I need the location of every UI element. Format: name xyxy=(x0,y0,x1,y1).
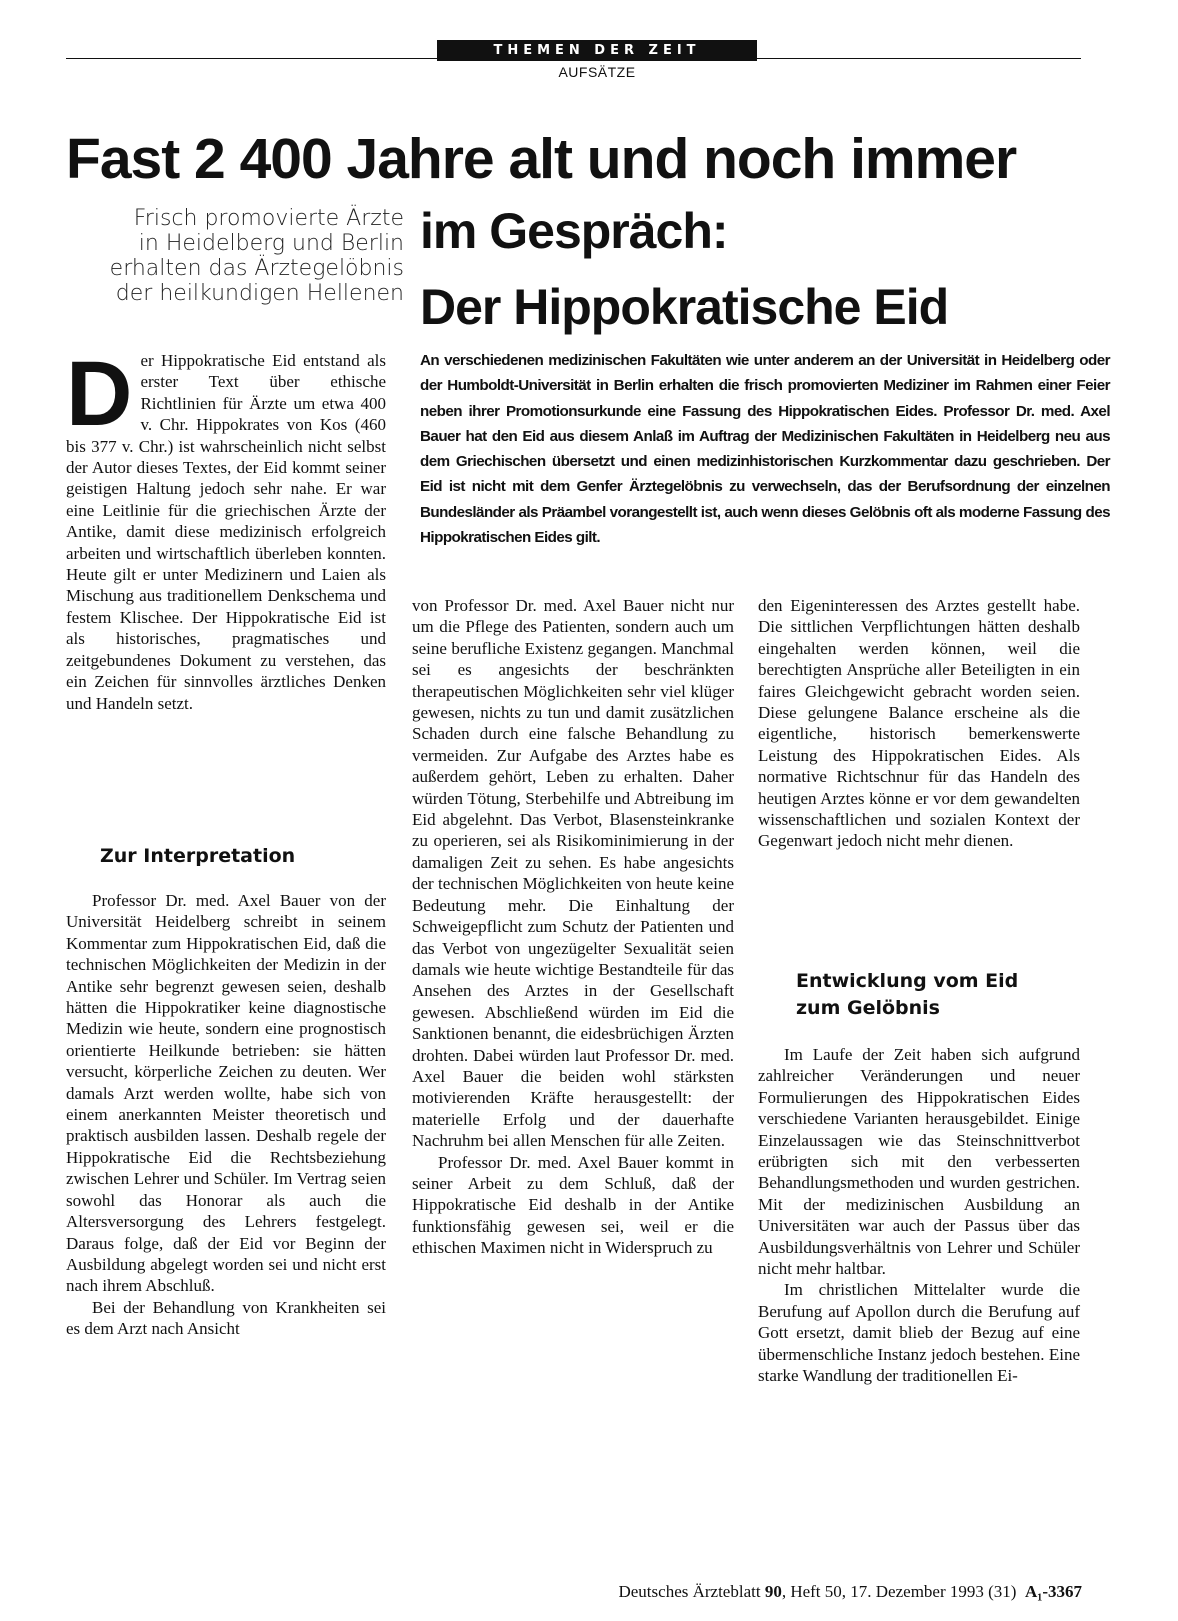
headline-line-3: Der Hippokratische Eid xyxy=(420,279,949,335)
drop-cap: D xyxy=(66,343,133,445)
headline-line-2: im Gespräch: xyxy=(420,203,728,259)
section-band: THEMEN DER ZEIT xyxy=(437,40,757,61)
column-2-text xyxy=(412,595,734,1259)
subheadline xyxy=(64,206,404,306)
column-2-paragraph-1: von Professor Dr. med. Axel Bauer nicht nur um die Pflege des Patienten, sondern auch um seine berufliche Existenz gegangen. Manchmal sei es angesichts der beschränkten therapeutischen Möglichkeiten sehr viel klüger gewesen, nichts zu tun und damit zusätzlichen Schaden durch eine falsche Behandlung zu vermeiden. Zur Aufgabe des Arztes habe es außerdem gehört, Leben zu erhalten. Daher würden Tötung, Sterbehilfe und Abtreibung im Eid abgelehnt. Das Verbot, Blasensteinkranke zu operieren, sei als Risikominimierung in der damaligen Zeit zu sehen. Es habe angesichts der technischen Möglichkeiten von heute keine Bedeutung mehr. Die Einhaltung der Schweigepflicht zum Schutz der Patienten und das Verbot von ungezügelter Sexualität seien damals wie heute wichtige Bestandteile für das Ansehen des Arztes in der Gesellschaft gewesen. Abschließend würden im Eid die Sanktionen benannt, die eidesbrüchigen Ärzten drohten. Dabei würden laut Professor Dr. med. Axel Bauer die beiden wohl stärksten motivierenden Kräfte herausgestellt: der materielle Erfolg und der dauerhafte Nachruhm bei allen Menschen für alle Zeiten. xyxy=(412,596,734,1151)
development-text xyxy=(758,1044,1080,1387)
footer-volume: 90 xyxy=(764,1582,782,1601)
lead-paragraph: An verschiedenen medizinischen Fakultäten wie unter anderem an der Universität in Heidelberg oder der Humboldt-Universität in Berlin erhalten die frisch promovierten Mediziner im Rahmen einer Feier neben ihrer Promotionsurkunde eine Fassung des Hippokratischen Eides. Professor Dr. med. Axel Bauer hat den Eid aus diesem Anlaß im Auftrag der Medizinischen Fakultäten in Heidelberg neu aus dem Griechischen übersetzt und einen medizinhistorischen Kurzkommentar dazu geschrieben. Der Eid ist nicht mit dem Genfer Ärztegelöbnis zu verwechseln, das der Berufsordnung der einzelnen Bundesländer als Präambel vorangestellt ist, auch wenn dieses Gelöbnis oft als moderne Fassung des Hippokratischen Eides gilt. xyxy=(420,352,1110,547)
footer-page-number: A₁-3367 xyxy=(1024,1582,1082,1601)
footer-journal: Deutsches Ärzteblatt xyxy=(618,1582,761,1601)
section-heading-development-line-1: Entwicklung vom Eid xyxy=(796,970,1019,992)
interpretation-text xyxy=(66,890,386,1340)
section-heading-interpretation: Zur Interpretation xyxy=(100,845,296,867)
intro-paragraph: er Hippokratische Eid entstand als erster Text über ethische Richtlinien für Ärzte um etwa 400 v. Chr. Hippokrates von Kos (460 bis 377 v. Chr.) ist wahrscheinlich nicht selbst der Autor dieses Textes, der Eid kommt seiner geistigen Haltung jedoch sehr nahe. Er war eine Leitlinie für die griechischen Ärzte der Antike, damit diese medizinisch erfolgreich arbeiten und wirtschaftlich überleben konnten. Heute gilt er unter Medizinern und Laien als Mischung aus traditionellem Denkschema und festem Klischee. Der Hippokratische Eid ist als historisches, pragmatisches und zeitgebundenes Dokument zu verstehen, das ein Zeichen für sinnvolles ärztliches Denken und Handeln setzt. xyxy=(66,351,386,713)
development-paragraph-1: Im Laufe der Zeit haben sich aufgrund zahlreicher Veränderungen und neuer Formulierungen des Hippokratischen Eides verschiedene Varianten herausgebildet. Einige Einzelaussagen wie das Steinschnittverbot erübrigten sich mit den verbesserten Behandlungsmethoden und wurden gestrichen. Mit der medizinischen Ausbildung an Universitäten war auch der Passus über das Ausbildungsverhältnis von Lehrer und Schüler nicht mehr haltbar. xyxy=(758,1045,1080,1279)
header-rule-right xyxy=(757,58,1081,59)
column-3-text xyxy=(758,595,1080,852)
intro-text xyxy=(66,343,386,714)
subhead-line-2: in Heidelberg und Berlin xyxy=(138,231,404,256)
subhead-line-1: Frisch promovierte Ärzte xyxy=(133,206,404,231)
footer-issue-date: , Heft 50, 17. Dezember 1993 (31) xyxy=(781,1582,1017,1601)
headline-line-1: Fast 2 400 Jahre alt und noch immer xyxy=(66,127,1017,191)
section-heading-development xyxy=(796,968,1076,1022)
column-3-paragraph-1: den Eigeninteressen des Arztes gestellt habe. Die sittlichen Verpflichtungen hätten deshalb eingehalten werden können, weil die berechtigten Ansprüche aller Beteiligten in ein faires Gleichgewicht gebracht worden seien. Diese gelungene Balance erscheine als die eigentliche, historisch bemerkenswerte Leistung des Hippokratischen Eides. Als normative Richtschnur für das Handeln des heutigen Arztes könne er vor dem gewandelten wissenschaftlichen und sozialen Kontext der Gegenwart jedoch nicht mehr dienen. xyxy=(758,596,1080,851)
section-heading-development-line-2: zum Gelöbnis xyxy=(796,997,940,1019)
page-footer xyxy=(618,1582,1082,1602)
subhead-line-3: erhalten das Ärztegelöbnis xyxy=(109,256,404,281)
interpretation-paragraph-1: Professor Dr. med. Axel Bauer von der Universität Heidelberg schreibt in seinem Kommentar zum Hippokratischen Eid, daß die technischen Möglichkeiten der Medizin in der Antike sehr begrenzt gewesen seien, deshalb hätten die Hippokratiker keine diagnostische Medizin wie heute, sondern eine prognostisch orientierte Heilkunde betrieben: sie hätten versucht, körperliche Zeichen zu deuten. Wer damals Arzt werden wollte, habe sich von einem anerkannten Meister theoretisch und praktisch ausbilden lassen. Deshalb regele der Hippokratische Eid die Rechtsbeziehung zwischen Lehrer und Schüler. Im Vertrag seien sowohl das Honorar als auch die Altersversorgung des Lehrers festgelegt. Daraus folge, daß der Eid vor Beginn der Ausbildung abgelegt worden sei und nicht erst nach ihrem Abschluß. xyxy=(66,891,386,1296)
interpretation-paragraph-2: Bei der Behandlung von Krankheiten sei es dem Arzt nach Ansicht xyxy=(66,1297,386,1339)
subhead-line-4: der heilkundigen Hellenen xyxy=(115,281,404,306)
column-2-paragraph-2: Professor Dr. med. Axel Bauer kommt in seiner Arbeit zu dem Schluß, daß der Hippokratische Eid deshalb in der Antike funktionsfähig gewesen sei, weil er die ethischen Maximen nicht in Widerspruch zu xyxy=(412,1152,734,1258)
header-rule-left xyxy=(66,58,437,59)
development-paragraph-2: Im christlichen Mittelalter wurde die Berufung auf Apollon durch die Berufung auf Gott ersetzt, damit blieb der Bezug auf eine übermenschliche Instanz jedoch bestehen. Eine starke Wandlung der traditionellen Ei- xyxy=(758,1280,1080,1386)
section-label: AUFSÄTZE xyxy=(558,64,636,80)
